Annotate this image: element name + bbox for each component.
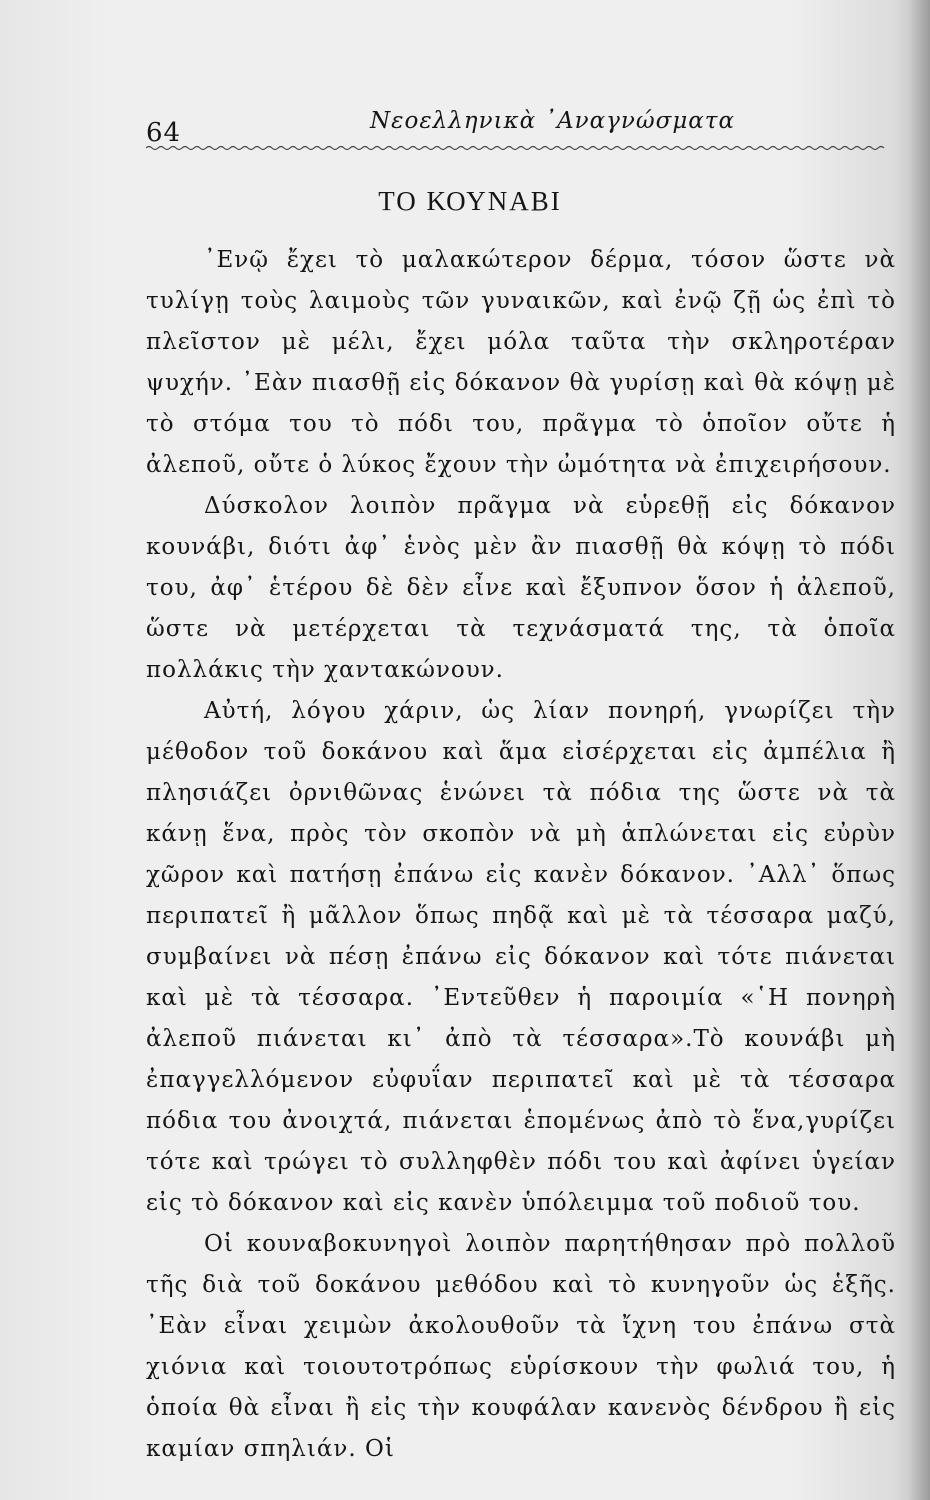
paragraph: ᾿Ενῷ ἔχει τὸ μαλακώτερον δέρμα, τόσον ὥστε νὰ τυλίγῃ τοὺς λαιμοὺς τῶν γυναικῶν, καὶ ἐνῷ ζῇ ὡς ἐπὶ τὸ πλεῖστον μὲ μέλι, ἔχει μόλα ταῦτα τὴν σκληροτέραν ψυχήν. ᾿Εὰν πιασθῇ εἰς δόκανον θὰ γυρίσῃ καὶ θὰ κόψῃ μὲ τὸ στόμα του τὸ πόδι του, πρᾶγμα τὸ ὁποῖον οὔτε ἡ ἀλεποῦ, οὔτε ὁ λύκος ἔχουν τὴν ὠμότητα νὰ ἐπιχειρήσουν. [146, 247, 896, 478]
paragraph: Οἱ κουναβοκυνηγοὶ λοιπὸν παρητήθησαν πρὸ πολλοῦ τῆς διὰ τοῦ δοκάνου μεθόδου καὶ τὸ κυνηγοῦν ὡς ἑξῆς. ᾿Εὰν εἶναι χειμὼν ἀκολουθοῦν τὰ ἴχνη του ἐπάνω στὰ χιόνια καὶ τοιουτοτρόπως εὑρίσκουν τὴν φωλιά του, ἡ ὁποία θὰ εἶναι ἢ εἰς τὴν κουφάλαν κανενὸς δένδρου ἢ εἰς καμίαν σπηλιάν. Οἱ [146, 1231, 896, 1462]
article-body [146, 240, 896, 1470]
page-edge-shadow [908, 0, 930, 1500]
article-title: ΤΟ ΚΟΥΝΑΒΙ [378, 186, 562, 216]
paragraph: Δύσκολον λοιπὸν πρᾶγμα νὰ εὑρεθῇ εἰς δόκανον κουνάβι, διότι ἀφ᾿ ἑνὸς μὲν ἂν πιασθῇ θὰ κόψῃ τὸ πόδι του, ἀφ᾿ ἑτέρου δὲ δὲν εἶνε καὶ ἔξυπνον ὅσον ἡ ἀλεποῦ, ὥστε νὰ μετέρχεται τὰ τεχνάσματά της, τὰ ὁποῖα πολλάκις τὴν χαντακώνουν. [146, 493, 896, 683]
paragraph: Αὐτή, λόγου χάριν, ὡς λίαν πονηρή, γνωρίζει τὴν μέθοδον τοῦ δοκάνου καὶ ἅμα εἰσέρχεται εἰς ἀμπέλια ἢ πλησιάζει ὀρνιθῶνας ἑνώνει τὰ πόδια της ὥστε νὰ τὰ κάνῃ ἕνα, πρὸς τὸν σκοπὸν νὰ μὴ ἁπλώνεται εἰς εὐρὺν χῶρον καὶ πατήσῃ ἐπάνω εἰς κανὲν δόκανον. ᾿Αλλ᾿ ὅπως περιπατεῖ ἢ μᾶλλον ὅπως πηδᾷ καὶ μὲ τὰ τέσσαρα μαζύ, συμβαίνει νὰ πέσῃ ἐπάνω εἰς δόκανον καὶ τότε πιάνεται καὶ μὲ τὰ τέσσαρα. ᾿Εντεῦθεν ἡ παροιμία «῾Η πονηρὴ ἀλεποῦ πιάνεται κι᾿ ἀπὸ τὰ τέσσαρα».Τὸ κουνάβι μὴ ἐπαγγελλόμενον εὐφυΐαν περιπατεῖ καὶ μὲ τὰ τέσσαρα πόδια του ἀνοιχτά, πιάνεται ἑπομένως ἀπὸ τὸ ἕνα,γυρίζει τότε καὶ τρώγει τὸ συλληφθὲν πόδι του καὶ ἀφίνει ὑγείαν εἰς τὸ δόκανον καὶ εἰς κανὲν ὑπόλειμμα τοῦ ποδιοῦ του. [146, 698, 896, 1216]
page-number: 64 [146, 118, 182, 148]
running-title: Νεοελληνικὰ ᾿Αναγνώσματα [370, 108, 736, 134]
header-rule [146, 144, 886, 152]
